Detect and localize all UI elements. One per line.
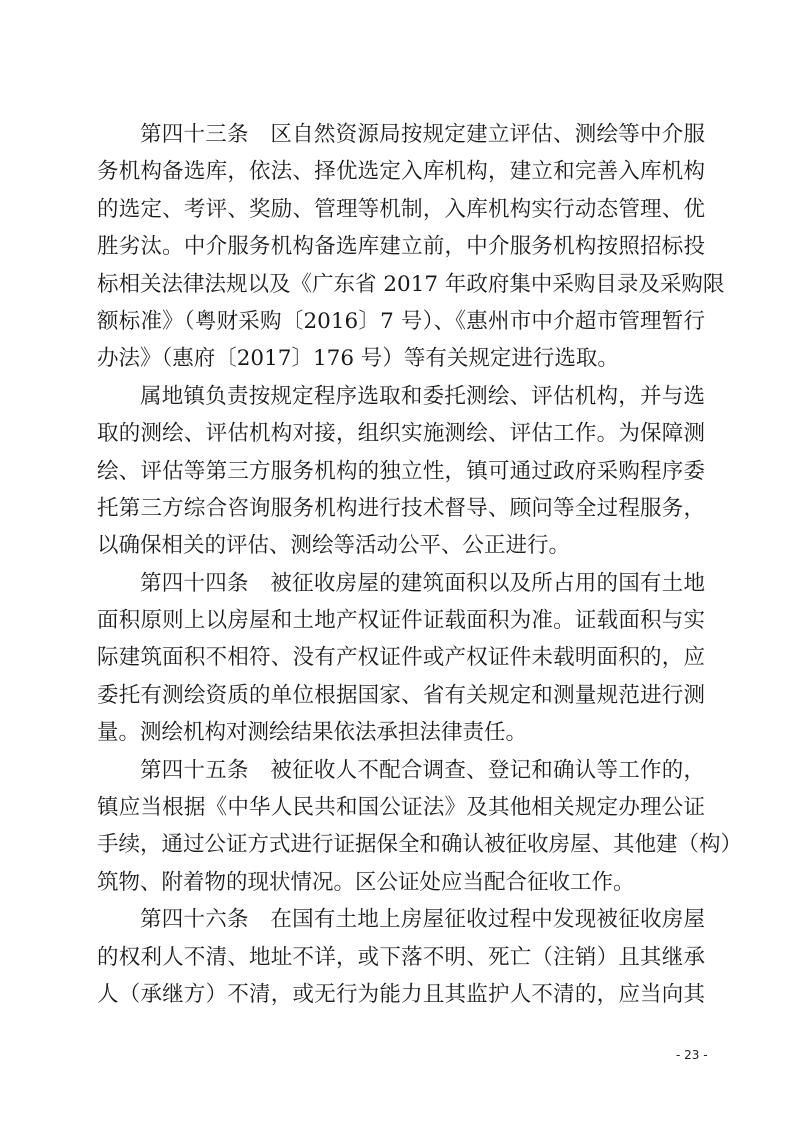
text-line: 委托有测绘资质的单位根据国家、省有关规定和测量规范进行测 — [97, 682, 705, 708]
page-number: - 23 - — [676, 1048, 708, 1062]
text-line: 额标准》（粤财采购〔2016〕7 号）、《惠州市中介超市管理暂行 — [97, 308, 705, 334]
text-line: 筑物、附着物的现状情况。区公证处应当配合征收工作。 — [97, 869, 635, 895]
text-line: 办法》（惠府〔2017〕176 号）等有关规定进行选取。 — [97, 346, 619, 372]
text-line: 镇应当根据《中华人民共和国公证法》及其他相关规定办理公证 — [97, 795, 705, 821]
text-line: 第四十六条 在国有土地上房屋征收过程中发现被征收房屋 — [140, 907, 705, 933]
text-line: 的选定、考评、奖励、管理等机制，入库机构实行动态管理、优 — [97, 196, 705, 222]
text-line: 胜劣汰。中介服务机构备选库建立前，中介服务机构按照招标投 — [97, 234, 705, 260]
text-line: 第四十四条 被征收房屋的建筑面积以及所占用的国有土地 — [140, 570, 705, 596]
text-line: 属地镇负责按规定程序选取和委托测绘、评估机构，并与选 — [140, 383, 705, 409]
text-line: 面积原则上以房屋和土地产权证件证载面积为准。证载面积与实 — [97, 608, 705, 634]
text-line: 以确保相关的评估、测绘等活动公平、公正进行。 — [97, 533, 571, 559]
text-line: 际建筑面积不相符、没有产权证件或产权证件未载明面积的，应 — [97, 645, 705, 671]
text-line: 量。测绘机构对测绘结果依法承担法律责任。 — [97, 720, 528, 746]
text-line: 手续，通过公证方式进行证据保全和确认被征收房屋、其他建（构） — [97, 832, 743, 858]
text-line: 取的测绘、评估机构对接，组织实施测绘、评估工作。为保障测 — [97, 421, 705, 447]
text-line: 人（承继方）不清，或无行为能力且其监护人不清的，应当向其 — [97, 981, 705, 1007]
text-line: 第四十五条 被征收人不配合调查、登记和确认等工作的， — [140, 757, 705, 783]
text-line: 标相关法律法规以及《广东省 2017 年政府集中采购目录及采购限 — [97, 271, 725, 297]
text-line: 的权利人不清、地址不详，或下落不明、死亡（注销）且其继承 — [97, 944, 705, 970]
document-body — [97, 116, 743, 1013]
text-line: 托第三方综合咨询服务机构进行技术督导、顾问等全过程服务， — [97, 495, 705, 521]
text-line: 务机构备选库，依法、择优选定入库机构，建立和完善入库机构 — [97, 159, 705, 185]
text-line: 绘、评估等第三方服务机构的独立性，镇可通过政府采购程序委 — [97, 458, 705, 484]
text-line: 第四十三条 区自然资源局按规定建立评估、测绘等中介服 — [140, 122, 705, 147]
